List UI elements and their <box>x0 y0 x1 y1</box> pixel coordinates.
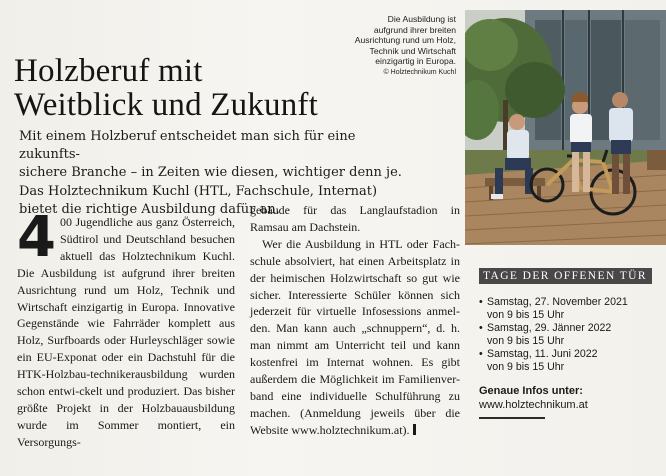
drop-cap: 4 <box>17 205 56 270</box>
headline-line-1: Holzberuf mit <box>14 53 203 89</box>
list-item <box>479 296 649 321</box>
open-day-date: Samstag, 27. November 2021 <box>487 296 628 308</box>
open-day-date: Samstag, 29. Jänner 2022 <box>487 322 612 335</box>
body-text-col2: Wer die Ausbildung in HTL oder Fach-schule absolviert, hat einen Arbeitsplatz in der heimischen Holzwirtschaft so gut wie sicher. Interessierte Schüler können sich jederzeit für virtuelle Infosessions anmel-den. Man kann auch „schnuppern“, d. h. man nimmt am Unterricht teil und kann kostenfrei im Internat wohnen. Es gibt außerdem die Möglichkeit im Familienver-band eine individuelle Schulführung zu machen. (Anmeldung jeweils über die Website www.holztechnikum.at). <box>250 236 460 437</box>
caption-line: Die Ausbildung ist <box>387 14 456 24</box>
lead-line: sichere Branche – in Zeiten wie diesen, wichtiger denn je. <box>19 165 402 181</box>
article-headline <box>14 54 454 122</box>
body-paragraph: gebäude für das Langlaufstadion in Ramsau am Dachstein. <box>250 203 460 234</box>
headline-line-2: Weitblick und Zukunft <box>14 87 318 123</box>
open-day-list <box>479 296 649 374</box>
divider <box>479 417 545 419</box>
open-day-time: von 9 bis 15 Uhr <box>487 334 565 347</box>
open-day-title: TAGE DER OFFENEN TÜR <box>479 268 652 284</box>
caption-line: Ausrichtung rund um Holz, <box>354 35 456 46</box>
end-mark <box>413 424 416 435</box>
open-day-date: Samstag, 11. Juni 2022 <box>487 348 598 361</box>
open-day-time: von 9 bis 15 Uhr <box>487 308 565 321</box>
open-day-box <box>479 266 649 419</box>
photo-credit: © Holztechnikum Kuchl <box>383 68 456 76</box>
caption-line: aufgrund ihrer breiten <box>373 24 456 35</box>
info-label: Genaue Infos unter: <box>479 384 583 397</box>
lead-line: bietet die richtige Ausbildung dafür an. <box>19 201 280 217</box>
lead-line: Mit einem Holzberuf entscheidet man sich für eine zukunfts- <box>19 129 356 163</box>
list-item <box>479 322 649 347</box>
website-link[interactable]: www.holztechnikum.at <box>479 398 588 411</box>
lead-line: Das Holztechnikum Kuchl (HTL, Fachschule, Internat) <box>19 183 378 199</box>
body-text-col1: 00 Jugendliche aus ganz Österreich, Südtirol und Deutschland besuchen aktuell das Holztechnikum Kuchl. Die Ausbildung ist aufgrund ihrer breiten Ausrichtung rund um Holz, Technik und Wirtschaft einzigartig in Europa. Innovative Gegenstände wie Fahrräder komplett aus Holz, Surfboards oder Hurleyschläger sowie ein EU-Exponat oder ein Dachstuhl für die HTK-Holzbau-technikerausbildung wurden schon entwi-ckelt und produziert. Das bisher größte Projekt in der Holzbauausbildung wurde im Sommer montiert, ein Versorgungs- <box>17 215 235 449</box>
article-photo <box>465 10 666 245</box>
body-paragraph-end <box>250 236 460 439</box>
list-item <box>479 348 649 373</box>
body-column-2 <box>250 202 460 439</box>
caption-line: einzigartig in Europa. <box>375 56 456 67</box>
open-day-time: von 9 bis 15 Uhr <box>487 360 565 373</box>
caption-line: Technik und Wirtschaft <box>369 45 456 56</box>
